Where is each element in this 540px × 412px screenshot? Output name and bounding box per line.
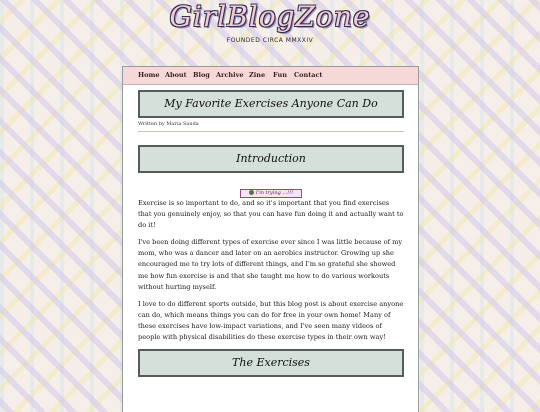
badge-container: [138, 179, 404, 196]
nav-link-blog[interactable]: Blog: [193, 71, 210, 79]
nav-bar: [123, 67, 418, 85]
section-heading-introduction: Introduction: [138, 145, 404, 173]
nav-link-about[interactable]: About: [165, 71, 187, 79]
page-frame: [122, 66, 419, 412]
post-content: [138, 90, 404, 377]
post-byline: Written by Maria Sauda: [138, 121, 199, 127]
paragraph: I've been doing different types of exercise ever since I was little because of my mom, who was a dancer and later on an aerobics instructor. Growing up she encouraged me to try lots of different things, and I'm so grateful she showed me how fun exercise is and that she taught me how to do various workouts without hurting myself.: [138, 238, 403, 291]
nav-link-fun[interactable]: Fun: [273, 71, 287, 79]
paragraph: I love to do different sports outside, but this blog post is about exercise anyone can do, which means things you can do for free in your own home! Many of these exercises have low-impact variations, and I've seen many videos of people with physical disabilities do these exercise types in their own way!: [138, 299, 404, 342]
web-badge[interactable]: [240, 189, 302, 198]
divider: [138, 131, 404, 132]
site-tagline: FOUNDED CIRCA MMXXIV: [226, 37, 314, 44]
post-title: My Favorite Exercises Anyone Can Do: [138, 90, 404, 118]
nav-link-archive[interactable]: Archive: [216, 71, 244, 79]
site-logo[interactable]: GirlBlogZone: [169, 0, 371, 33]
site-header: [0, 0, 540, 62]
nav-link-home[interactable]: Home: [138, 71, 160, 79]
paragraph: Exercise is so important to do, and so it's important that you find exercises that you genuinely enjoy, so that you can have fun doing it and actually want to do it!: [138, 199, 404, 230]
nav-link-zine[interactable]: Zine: [249, 71, 266, 79]
web-badge-text: I'm trying ...!!!: [255, 190, 294, 196]
globe-icon: [249, 190, 254, 195]
section-heading-exercises: The Exercises: [138, 349, 404, 377]
nav-link-contact[interactable]: Contact: [294, 71, 323, 79]
